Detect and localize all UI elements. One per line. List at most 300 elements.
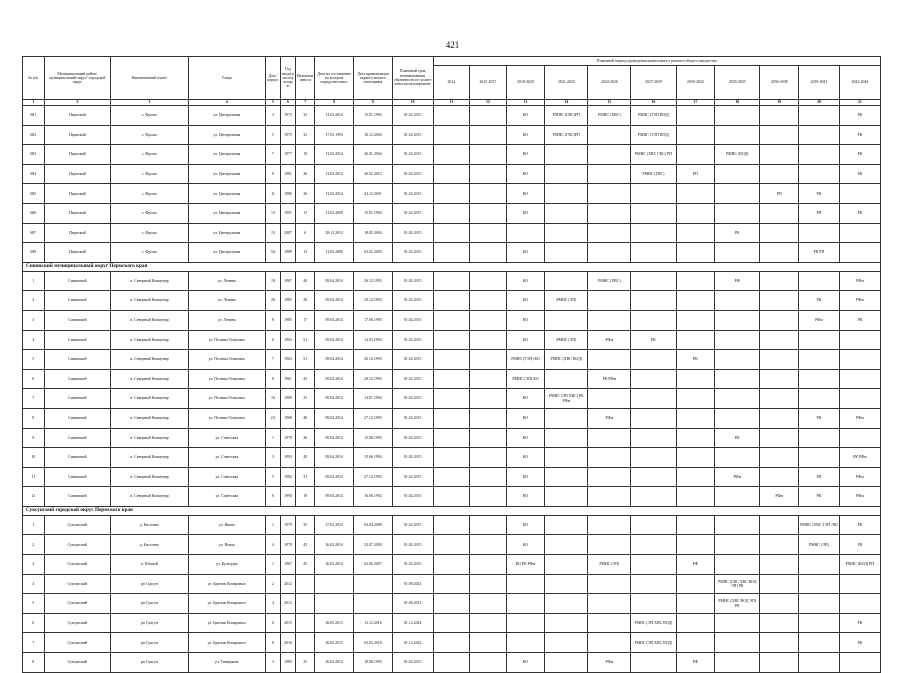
table-row [23, 330, 881, 350]
wear-cell: 28 [296, 291, 315, 311]
period-cell [545, 535, 588, 555]
period-cell [470, 408, 507, 428]
column-number: 1 [23, 100, 45, 106]
table-row [23, 574, 881, 594]
row-number: 7 [23, 633, 45, 653]
year-cell: 2015 [280, 613, 295, 633]
table-row [23, 369, 881, 389]
street-cell: ул. Культуры [188, 555, 265, 575]
period-cell [545, 408, 588, 428]
period-cell: РМНС (ТЭП ВОД) [631, 106, 676, 126]
period-cell: РМНС (ХВС ТЭП ЭП) [799, 515, 840, 535]
street-cell: ул. Центральная [188, 243, 265, 263]
street-cell: ул. Советская [188, 467, 265, 487]
period-cell [470, 574, 507, 594]
period-cell [631, 350, 676, 370]
wear-date-cell: 09.04.2014 [315, 487, 354, 507]
district-cell: Пермский [44, 145, 111, 165]
year-cell: 1963 [280, 350, 295, 370]
period-cell [433, 184, 470, 204]
period-cell [631, 428, 676, 448]
period-cell [715, 106, 760, 126]
year-cell: 1967 [280, 271, 295, 291]
period-header: 2021-2023 [545, 66, 588, 100]
period-cell: РК РФм [588, 369, 631, 389]
street-cell: ул. Центральная [188, 164, 265, 184]
period-group-header: Плановый период проведения капитального ремонта общего имущества [433, 57, 880, 66]
period-cell: РМНС (ГВС ХВС ВОД ЭП) РК [715, 574, 760, 594]
period-cell [631, 271, 676, 291]
period-cell [545, 448, 588, 468]
wear-date-cell: 09.04.2014 [315, 310, 354, 330]
period-cell [760, 310, 799, 330]
period-cell [676, 125, 715, 145]
section-title: Суксунский городской округ Пермского края [23, 506, 881, 515]
house-cell: 4 [265, 535, 280, 555]
street-cell: ул. Советская [188, 428, 265, 448]
period-cell [588, 310, 631, 330]
wear-date-cell: 09.04.2014 [315, 408, 354, 428]
period-cell [839, 184, 880, 204]
street-cell: ул. Центральная [188, 125, 265, 145]
period-cell [506, 594, 545, 614]
column-number: 5 [265, 100, 280, 106]
period-cell: РФм [839, 291, 880, 311]
period-cell: РК [839, 125, 880, 145]
period-cell [715, 243, 760, 263]
table-row [23, 428, 881, 448]
table-row [23, 448, 881, 468]
period-cell: РФм [588, 653, 631, 673]
row-number: 12 [23, 487, 45, 507]
period-header: 2033-2035 [715, 66, 760, 100]
table-row [23, 467, 881, 487]
privatization-date-cell: 27.12.1993 [354, 467, 393, 487]
house-cell: 6 [265, 330, 280, 350]
period-cell [470, 369, 507, 389]
row-number: 8 [23, 408, 45, 428]
wear-cell [296, 594, 315, 614]
row-number: 686 [23, 203, 45, 223]
period-cell [433, 487, 470, 507]
period-cell [760, 223, 799, 243]
period-cell: РК РФм [839, 448, 880, 468]
period-cell: КО [506, 330, 545, 350]
period-cell [760, 448, 799, 468]
period-cell: РМНС (ЭП ХВС ВОД) [631, 613, 676, 633]
period-cell [433, 350, 470, 370]
wear-date-cell: 09.04.2014 [315, 271, 354, 291]
period-cell [433, 291, 470, 311]
period-cell: РМНС (ХВС ВОД ЭП) РК [715, 594, 760, 614]
period-cell [433, 145, 470, 165]
period-header: 2039-2041 [799, 66, 840, 100]
street-cell: ул. Центральная [188, 184, 265, 204]
street-cell: ул. Советская [188, 487, 265, 507]
period-cell: КО [506, 389, 545, 409]
period-cell [760, 535, 799, 555]
settlement-cell: п. Северный Коммунар [111, 428, 188, 448]
wear-cell: 31 [296, 467, 315, 487]
privatization-date-cell: 15.01.1994 [354, 203, 393, 223]
period-cell [676, 408, 715, 428]
period-cell [588, 203, 631, 223]
period-cell [715, 633, 760, 653]
period-cell [433, 389, 470, 409]
period-cell: КО [506, 428, 545, 448]
wear-cell: 6 [296, 223, 315, 243]
period-cell [799, 125, 840, 145]
row-number: 683 [23, 145, 45, 165]
table-row [23, 291, 881, 311]
period-cell [433, 535, 470, 555]
period-cell [433, 428, 470, 448]
table-row [23, 653, 881, 673]
street-cell: ул. Братьев Комаровых [188, 633, 265, 653]
period-cell [545, 223, 588, 243]
house-cell: 5 [265, 467, 280, 487]
period-cell [470, 633, 507, 653]
house-cell: 13 [265, 203, 280, 223]
district-cell: Сивинский [44, 369, 111, 389]
period-cell [631, 203, 676, 223]
period-cell [545, 203, 588, 223]
settlement-cell: п. Северный Коммунар [111, 310, 188, 330]
row-number: 681 [23, 106, 45, 126]
year-cell: 1985 [280, 291, 295, 311]
due-date-cell: 01.02.2015 [392, 350, 433, 370]
wear-date-cell: 13.03.2014 [315, 164, 354, 184]
column-number: 10 [392, 100, 433, 106]
settlement-cell: рп Суксун [111, 653, 188, 673]
period-cell [631, 448, 676, 468]
row-number: 4 [23, 330, 45, 350]
wear-date-cell [315, 574, 354, 594]
street-cell: ул. Полины Осипенко [188, 408, 265, 428]
wear-cell: 13 [296, 203, 315, 223]
wear-cell: 19 [296, 145, 315, 165]
privatization-date-cell: 26.12.1993 [354, 350, 393, 370]
period-cell [799, 555, 840, 575]
privatization-date-cell: 03.02.2003 [354, 243, 393, 263]
table-row [23, 203, 881, 223]
street-cell: ул. Тимиряева [188, 653, 265, 673]
period-cell [545, 310, 588, 330]
period-cell [545, 555, 588, 575]
period-cell [760, 106, 799, 126]
period-cell: КО [506, 203, 545, 223]
district-cell: Пермский [44, 184, 111, 204]
period-cell [799, 428, 840, 448]
house-cell: 1 [265, 515, 280, 535]
period-cell: РФм [588, 408, 631, 428]
period-cell: РФм [588, 330, 631, 350]
period-cell [676, 613, 715, 633]
settlement-cell: п. Северный Коммунар [111, 487, 188, 507]
period-cell [760, 350, 799, 370]
period-cell [470, 106, 507, 126]
period-cell: РМНС (ВОД) РП [839, 555, 880, 575]
period-cell [588, 613, 631, 633]
period-cell [715, 330, 760, 350]
period-cell [545, 613, 588, 633]
house-cell: 11 [265, 184, 280, 204]
district-cell: Сивинский [44, 330, 111, 350]
district-cell: Сивинский [44, 487, 111, 507]
settlement-cell: п. Северный Коммунар [111, 330, 188, 350]
col-header: Муниципальный район/ муниципальный округ/ городской округ [44, 57, 111, 100]
period-cell [588, 487, 631, 507]
year-cell: 1981 [280, 164, 295, 184]
period-cell [676, 467, 715, 487]
wear-date-cell: 13.03.2014 [315, 106, 354, 126]
privatization-date-cell: 18.05.2004 [354, 223, 393, 243]
privatization-date-cell: 02.06.2007 [354, 555, 393, 575]
column-number: 11 [433, 100, 470, 106]
period-cell [799, 633, 840, 653]
period-cell [715, 613, 760, 633]
due-date-cell: 01.02.2015 [392, 369, 433, 389]
district-cell: Сивинский [44, 467, 111, 487]
period-cell [433, 106, 470, 126]
period-cell [676, 535, 715, 555]
period-header: 2036-2038 [760, 66, 799, 100]
year-cell: 1968 [280, 408, 295, 428]
period-cell: РК [799, 408, 840, 428]
table-row [23, 106, 881, 126]
period-cell: КО [506, 243, 545, 263]
year-cell: 2007 [280, 223, 295, 243]
table-row [23, 145, 881, 165]
period-cell: РП [799, 203, 840, 223]
period-cell: КО [506, 145, 545, 165]
house-cell: 5 [265, 125, 280, 145]
wear-cell: 35 [296, 515, 315, 535]
period-cell [715, 369, 760, 389]
table-row [23, 555, 881, 575]
period-cell [545, 184, 588, 204]
row-number: 685 [23, 184, 45, 204]
period-cell: РФм [760, 487, 799, 507]
wear-cell: 45 [296, 555, 315, 575]
period-cell [839, 428, 880, 448]
period-cell [433, 467, 470, 487]
wear-cell [296, 613, 315, 633]
col-header: Наименований пункт [111, 57, 188, 100]
period-cell [433, 574, 470, 594]
period-cell [631, 535, 676, 555]
period-cell: РК [839, 613, 880, 633]
settlement-cell: п. Северный Коммунар [111, 389, 188, 409]
period-cell [676, 106, 715, 126]
wear-date-cell: 27.03.2014 [315, 515, 354, 535]
period-cell: РМНС (ГВС)РП [545, 106, 588, 126]
period-header: 2027-2029 [631, 66, 676, 100]
period-cell [631, 467, 676, 487]
privatization-date-cell: 26.12.1993 [354, 271, 393, 291]
period-cell: КО [506, 291, 545, 311]
year-cell: 1985 [280, 310, 295, 330]
district-cell: Сивинский [44, 389, 111, 409]
year-cell: 1991 [280, 203, 295, 223]
period-cell [506, 613, 545, 633]
street-cell: ул. Братьев Комаровых [188, 594, 265, 614]
due-date-cell: 01.02.2015 [392, 487, 433, 507]
house-cell: 2 [265, 574, 280, 594]
period-cell: РФ [676, 653, 715, 673]
due-date-cell: 01.12.2024 [392, 633, 433, 653]
table-row [23, 243, 881, 263]
period-header: 2014 [433, 66, 470, 100]
period-cell [760, 594, 799, 614]
privatization-date-cell: 03.03.2018 [354, 633, 393, 653]
period-cell: КО [506, 467, 545, 487]
settlement-cell: д. Киселево [111, 535, 188, 555]
privatization-date-cell: 17.06.1995 [354, 310, 393, 330]
period-cell: РК [799, 184, 840, 204]
period-cell: РМНС (ЭП) [799, 535, 840, 555]
period-cell [588, 291, 631, 311]
period-cell [470, 653, 507, 673]
street-cell: ул. Центральная [188, 145, 265, 165]
period-cell [676, 184, 715, 204]
period-cell [799, 106, 840, 126]
period-cell [588, 389, 631, 409]
house-cell: 6 [265, 487, 280, 507]
year-cell: 1982 [280, 467, 295, 487]
street-cell: ул. Центральная [188, 203, 265, 223]
period-cell [506, 223, 545, 243]
period-cell: РК [839, 145, 880, 165]
period-cell [545, 145, 588, 165]
period-cell [760, 164, 799, 184]
wear-cell: 46 [296, 271, 315, 291]
period-cell [631, 369, 676, 389]
period-cell [676, 203, 715, 223]
wear-date-cell [315, 594, 354, 614]
due-date-cell: 01.02.2015 [392, 125, 433, 145]
year-cell: 1977 [280, 145, 295, 165]
period-cell: РК [715, 428, 760, 448]
street-cell: ул. Ивана [188, 515, 265, 535]
period-cell [676, 515, 715, 535]
period-header: 2030-2032 [676, 66, 715, 100]
period-cell [715, 310, 760, 330]
street-cell: ул. Новая [188, 535, 265, 555]
period-cell [799, 613, 840, 633]
house-cell: 6 [265, 613, 280, 633]
period-cell [470, 291, 507, 311]
due-date-cell: 01.02.2015 [392, 106, 433, 126]
period-cell: РП [676, 164, 715, 184]
house-cell: 3 [265, 448, 280, 468]
period-cell [715, 164, 760, 184]
row-number: 1 [23, 271, 45, 291]
settlement-cell: с. Фролы [111, 243, 188, 263]
district-cell: Суксунский [44, 574, 111, 594]
period-cell: КО [506, 106, 545, 126]
period-header: 2015-2017 [470, 66, 507, 100]
period-header: 2042-2044 [839, 66, 880, 100]
period-cell [588, 594, 631, 614]
column-number: 15 [588, 100, 631, 106]
period-cell [676, 243, 715, 263]
period-cell [545, 594, 588, 614]
period-cell [470, 243, 507, 263]
district-cell: Сивинский [44, 310, 111, 330]
wear-cell: 19 [296, 487, 315, 507]
column-number: 20 [799, 100, 840, 106]
settlement-cell: рп Суксун [111, 633, 188, 653]
wear-date-cell: 26.02.2014 [315, 535, 354, 555]
row-number: 3 [23, 555, 45, 575]
period-cell [676, 574, 715, 594]
wear-cell: 26 [296, 164, 315, 184]
period-cell: РФ [676, 555, 715, 575]
house-cell: 3А [265, 243, 280, 263]
privatization-date-cell: 10.12.2004 [354, 125, 393, 145]
col-header: Плановый срок возникновения обязанности по уплате взносов на капремонт [392, 57, 433, 100]
settlement-cell: с. Фролы [111, 125, 188, 145]
district-cell: Пермский [44, 223, 111, 243]
period-cell [631, 223, 676, 243]
district-cell: Суксунский [44, 653, 111, 673]
wear-date-cell: 09.04.2014 [315, 291, 354, 311]
col-header: Дом / корпус [265, 57, 280, 100]
period-cell: РМНС (ГВС)РП [545, 125, 588, 145]
period-cell [715, 408, 760, 428]
period-cell: РМНС (ГВС) [631, 164, 676, 184]
period-cell: КО [506, 653, 545, 673]
col-header: Дата на составление на котором определен износ [315, 57, 354, 100]
period-cell [799, 389, 840, 409]
table-row [23, 389, 881, 409]
district-cell: Суксунский [44, 594, 111, 614]
period-cell [433, 271, 470, 291]
period-cell [676, 448, 715, 468]
period-cell [470, 487, 507, 507]
street-cell: ул. Полины Осипенко [188, 389, 265, 409]
period-cell: РМНС (ЭП ХВС ВОД) [631, 633, 676, 653]
privatization-date-cell: 27.12.1993 [354, 408, 393, 428]
period-cell [588, 243, 631, 263]
period-cell [545, 653, 588, 673]
period-cell [760, 243, 799, 263]
period-cell [839, 243, 880, 263]
period-cell: РК [631, 330, 676, 350]
period-cell [799, 164, 840, 184]
capital-repair-table [22, 56, 881, 673]
period-cell [799, 653, 840, 673]
year-cell: 1978 [280, 535, 295, 555]
settlement-cell: рп Суксун [111, 574, 188, 594]
period-cell [676, 330, 715, 350]
period-cell [760, 467, 799, 487]
district-cell: Сивинский [44, 271, 111, 291]
row-number: 687 [23, 223, 45, 243]
due-date-cell: 01.02.2015 [392, 535, 433, 555]
period-cell [676, 310, 715, 330]
house-cell: 9 [265, 164, 280, 184]
row-number: 4 [23, 574, 45, 594]
col-header: Величина износа [296, 57, 315, 100]
period-cell: РМНС (ВОД) [715, 145, 760, 165]
house-cell: 26 [265, 291, 280, 311]
period-cell [760, 389, 799, 409]
period-cell [545, 243, 588, 263]
settlement-cell: д. Киселево [111, 515, 188, 535]
section-row [23, 506, 881, 515]
